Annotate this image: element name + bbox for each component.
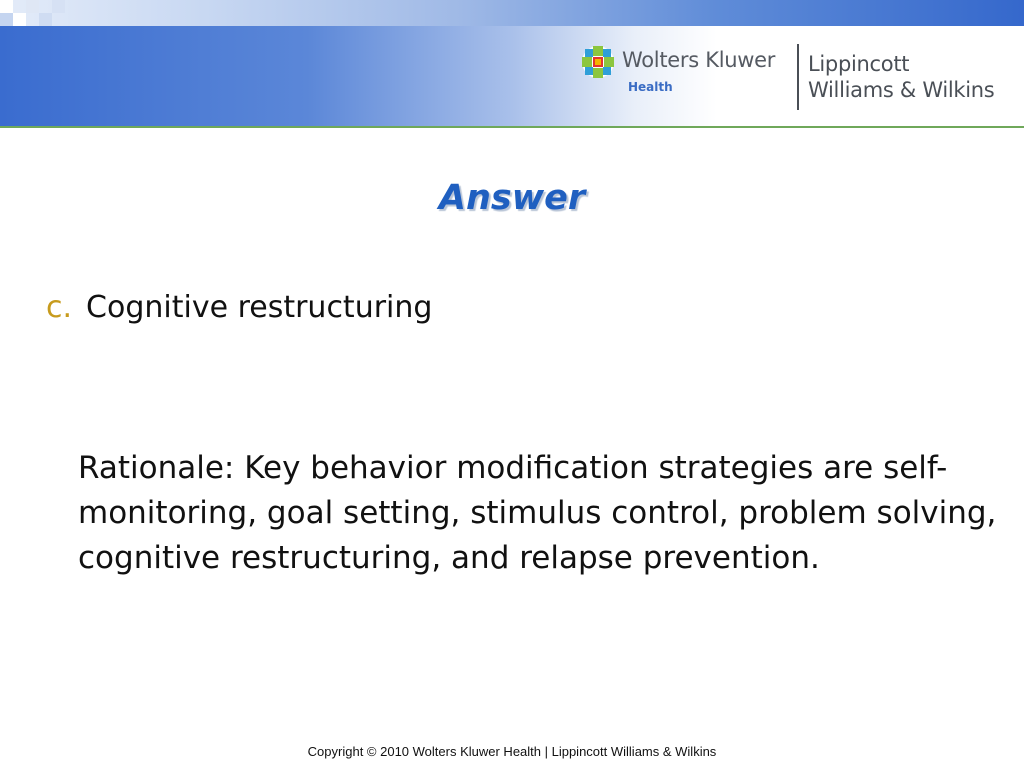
decorative-square [13,13,26,26]
slide-title: Answer [438,178,586,218]
logo-brand-text: Wolters Kluwer [622,48,776,72]
decorative-square [39,13,52,26]
answer-text: Cognitive restructuring [86,290,433,325]
copyright-footer: Copyright © 2010 Wolters Kluwer Health | Lippincott Williams & Wilkins [307,744,717,759]
answer-line [46,290,432,325]
banner-divider-rule [0,126,1024,128]
logo-imprint-line1: Lippincott [808,52,910,76]
rationale-text: Rationale: Key behavior modification strategies are self-monitoring, goal setting, stimulus control, problem solving, cognitive restructuring, and relapse prevention. [78,450,997,576]
decorative-square [0,0,13,13]
answer-letter: c. [46,290,73,325]
wolters-kluwer-logo-icon [581,45,615,79]
logo-sub-brand-text: Health [628,80,673,94]
decorative-square [26,0,39,13]
logo-divider [797,44,799,110]
banner-top-strip [0,0,1024,26]
decorative-square [0,13,13,26]
logo-imprint-line2: Williams & Wilkins [808,78,995,102]
decorative-square [52,0,65,13]
header-banner [0,0,1024,128]
